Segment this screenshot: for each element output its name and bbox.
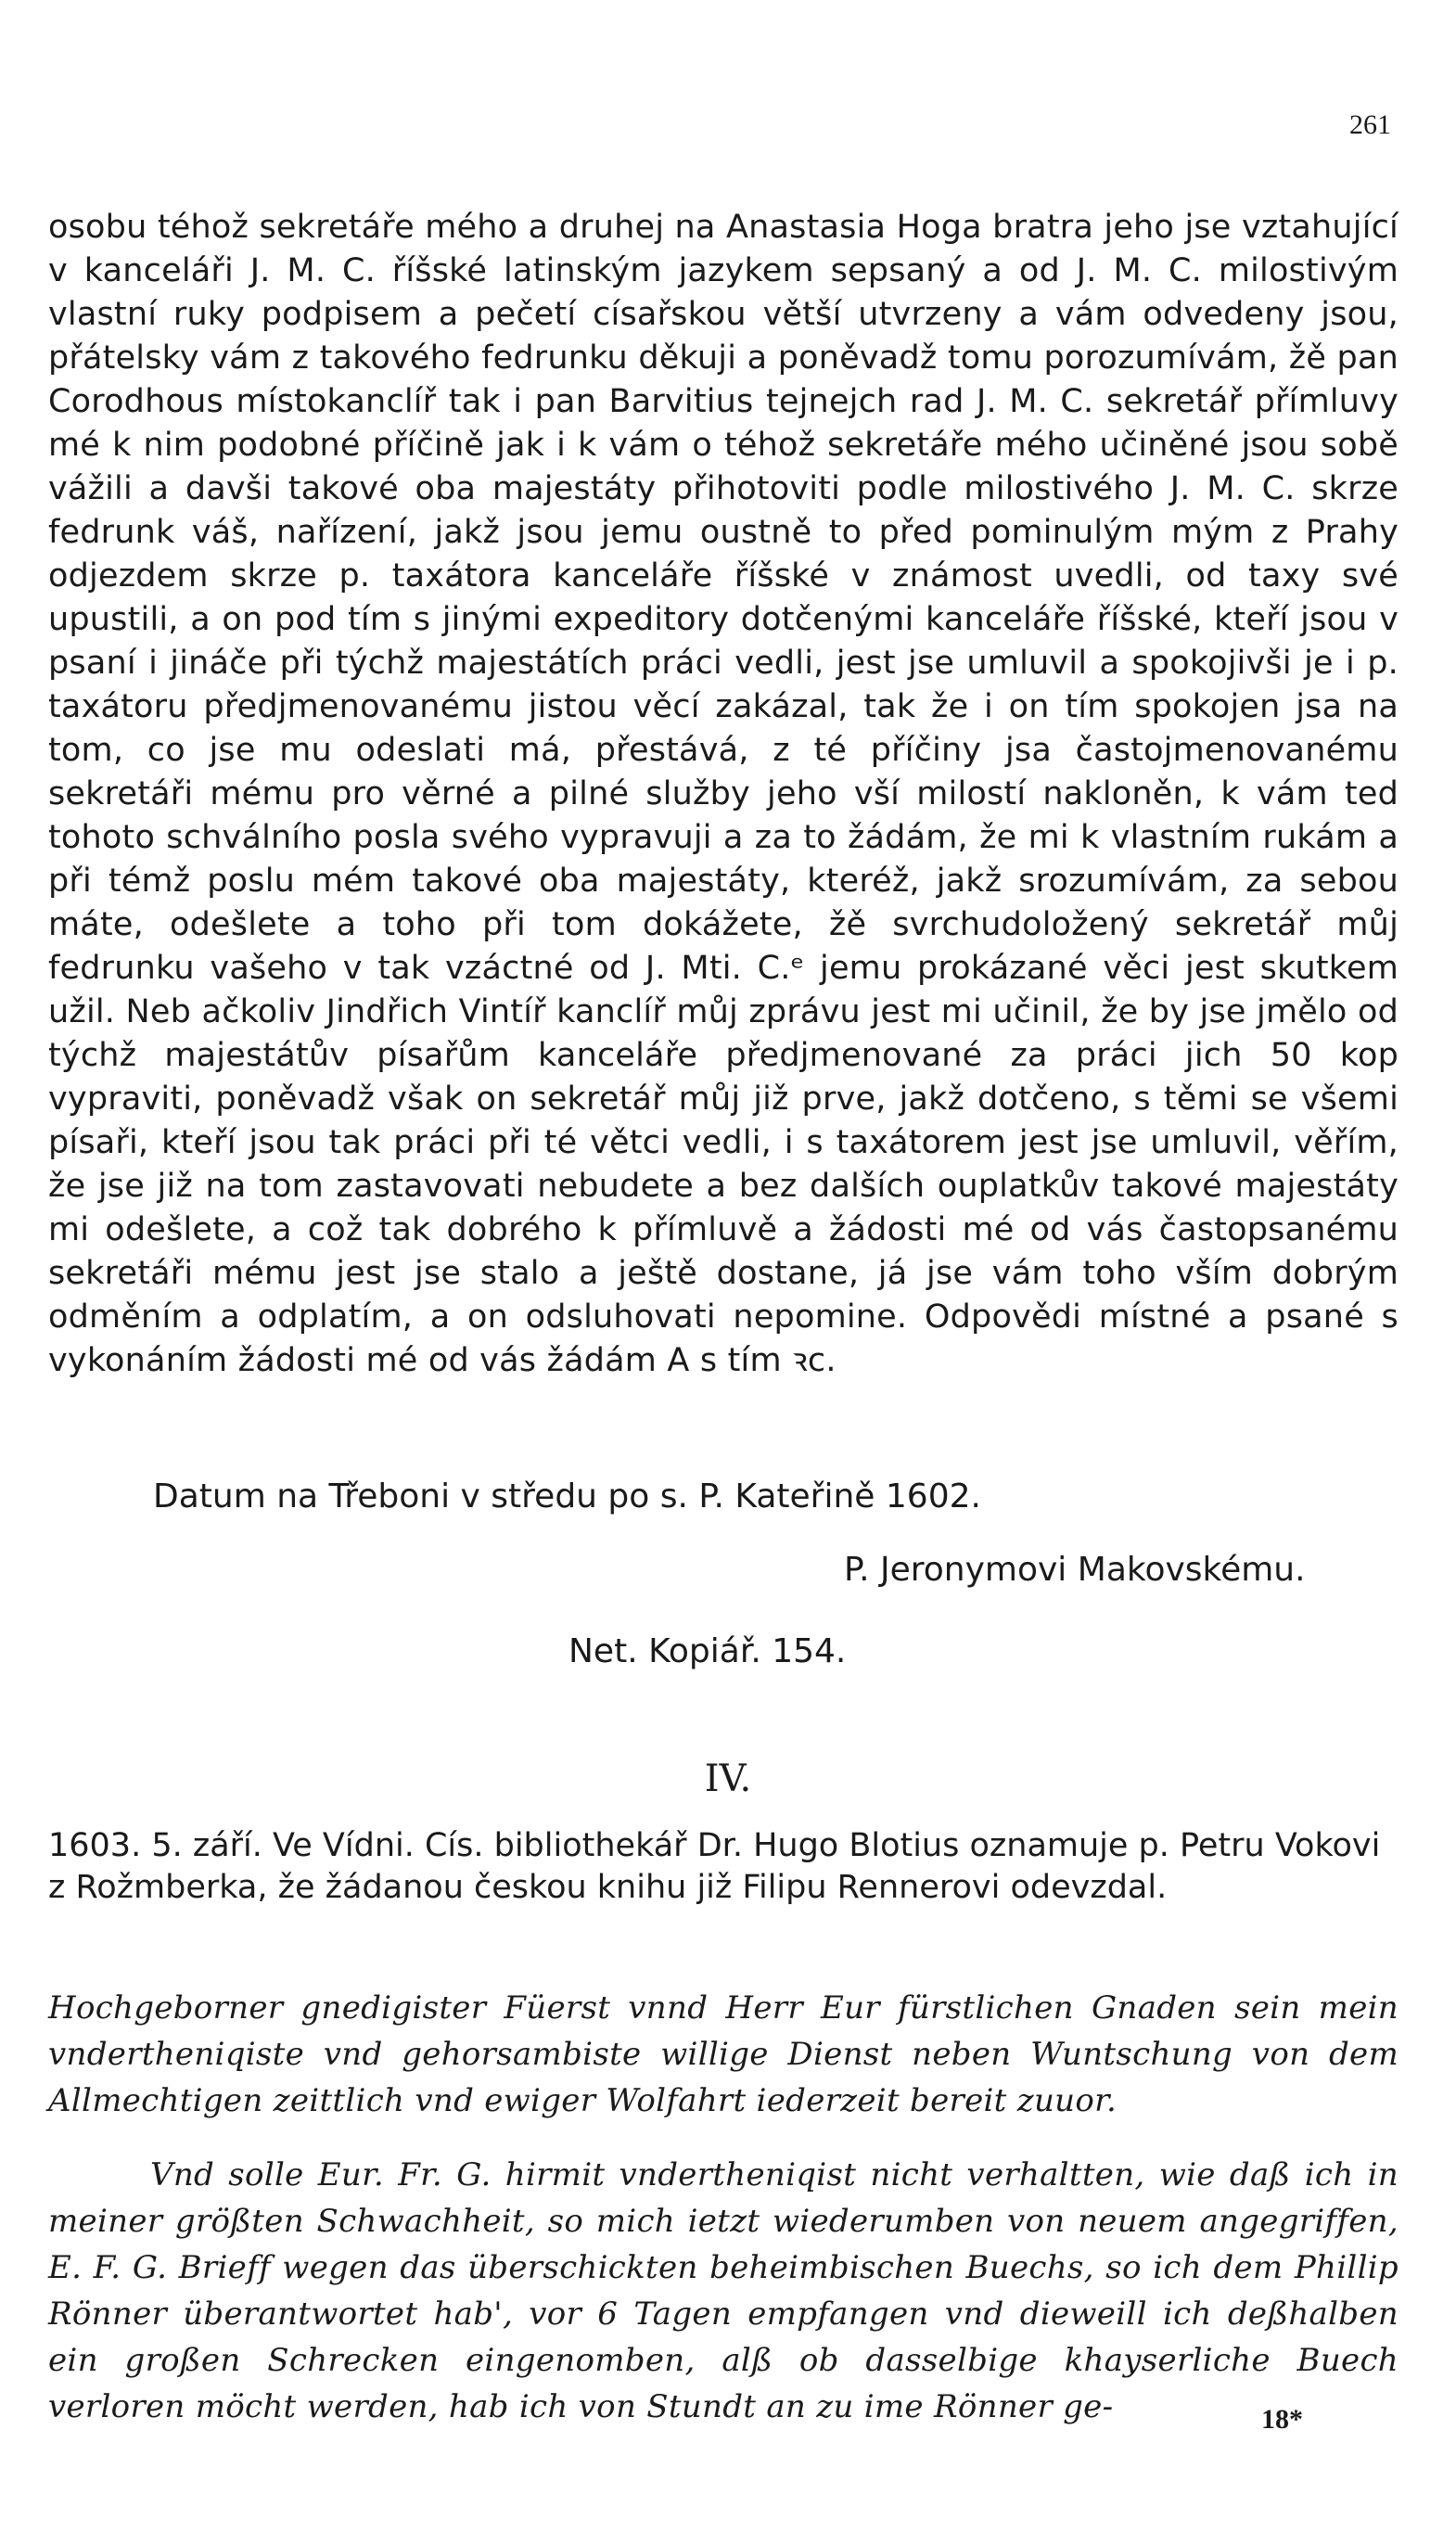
letter-source: Net. Kopiář. 154. [568, 1632, 847, 1670]
entry-summary: Ve Vídni. Cís. bibliothekář Dr. Hugo Blotius oznamuje p. Petru Vokovi z Rožmberka, že žádanou českou knihu již Filipu Rennerovi odevzdal. [48, 1827, 1381, 1906]
letter-datum: Datum na Třeboni v středu po s. P. Kateřině 1602. [153, 1477, 981, 1515]
german-body: Vnd solle Eur. Fr. G. hirmit vndertheniqist nicht verhaltten, wie daß ich in meiner größten Schwachheit, so mich ietzt wiederumben von neuem angegriffen, E. F. G. Brieff wegen das überschickten beheimbischen Buechs, so ich dem Phillip Rönner überantwortet hab', vor 6 Tagen empfangen vnd dieweill ich deßhalben ein großen Schrecken eingenomben, alß ob dasselbige khayserliche Buech verloren möcht werden, hab ich von Stundt an zu ime Rönner ge- [48, 2156, 1399, 2425]
section-heading: IV. [704, 1758, 752, 1800]
printer-signature: 18* [1261, 2404, 1303, 2435]
letter-addressee: P. Jeronymovi Makovskému. [844, 1551, 1306, 1589]
entry-header [48, 1825, 1399, 1909]
letter-paragraph: osobu téhož sekretáře mého a druhej na Anastasia Hoga bratra jeho jse vztahující v kanceláři J. M. C. říšské latinským jazykem sepsaný a od J. M. C. milostivým vlastní ruky podpisem a pečetí císařskou větší utvrzeny a vám odvedeny jsou, přátelsky vám z takového fedrunku děkuji a poněvadž tomu porozumívám, žě pan Corodhous místokanclíř tak i pan Barvitius tejnejch rad J. M. C. sekretář přímluvy mé k nim podobné příčině jak i k vám o téhož sekretáře mého učiněné jsou sobě vážili a davši takové oba majestáty přihotoviti podle milostivého J. M. C. skrze fedrunk váš, nařízení, jakž jsou jemu oustně to před pominulým mým z Prahy odjezdem skrze p. taxátora kanceláře říšské v známost uvedli, od taxy své upustili, a on pod tím s jinými expeditory dotčenými kanceláře říšské, kteří jsou v psaní i jináče při týchž majestátích práci vedli, jest jse umluvil a spokojivši je i p. taxátoru předjmenovanému jistou věcí zakázal, tak že i on tím spokojen jsa na tom, co jse mu odeslati má, přestává, z té příčiny jsa častojmenovanému sekretáři mému pro věrné a pilné služby jeho vší milostí nakloněn, k vám ted tohoto schválního posla svého vypravuji a za to žádám, že mi k vlastním rukám a při témž poslu mém takové oba majestáty, kteréž, jakž srozumívám, za sebou máte, odešlete a toho při tom dokážete, žě svrchudoložený sekretář můj fedrunku vašeho v tak vzáctné od J. Mti. C.ᵉ jemu prokázané věci jest skutkem užil. Neb ačkoliv Jindřich Vintíř kanclíř můj zprávu jest mi učinil, že by jse jmělo od týchž majestátův písařům kanceláře předjmenované za práci jich 50 kop vypraviti, poněvadž však on sekretář můj již prve, jakž dotčeno, s těmi se všemi písaři, kteří jsou tak práci při té větci vedli, i s taxátorem jest jse umluvil, věřím, že jse již na tom zastavovati nebudete a bez dalších ouplatkův takové majestáty mi odešlete, a což tak dobrého k přímluvě a žádosti mé od vás častopsanému sekretáři mému jest jse stalo a ještě dostane, já jse vám toho vším dobrým odměním a odplatím, a on odsluhovati nepomine. Odpovědi místné a psané s vykonáním žádosti mé od vás žádám A s tím ꝛc. [48, 209, 1399, 1379]
page-number: 261 [1349, 109, 1391, 140]
letter-body [48, 206, 1399, 1383]
german-greeting: Hochgeborner gnedigister Füerst vnnd Herr Eur fürstlichen Gnaden sein mein vndertheniqiste vnd gehorsambiste willige Dienst neben Wuntschung von dem Allmechtigen zeittlich vnd ewiger Wolfahrt iederzeit bereit zuuor. [48, 1989, 1399, 2119]
entry-date: 1603. 5. září. [48, 1827, 262, 1864]
